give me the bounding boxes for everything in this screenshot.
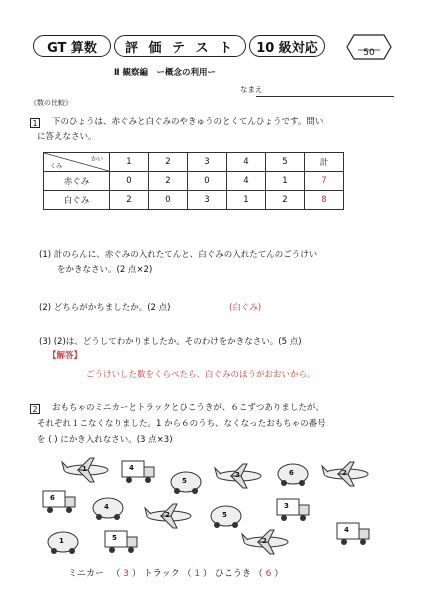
total-cell: 8 [305, 191, 344, 210]
brand-label: GT 算数 [47, 40, 97, 56]
toy-number: 1 [59, 537, 64, 545]
toy-airplane [213, 462, 265, 490]
truck-icon [336, 522, 370, 546]
toy-airplane [60, 456, 112, 484]
column-header: 3 [188, 153, 227, 172]
toy-airplane [143, 502, 195, 530]
table-cell: 0 [149, 191, 188, 210]
toy-minicar [277, 462, 309, 486]
level-label: 10 級対応 [256, 40, 318, 56]
toy-number: 3 [284, 502, 289, 510]
q1-sub3: (3) (2)は、どうしてわかりましたか。そのわけをかきなさい。(5 点) [39, 337, 302, 347]
truck-icon [42, 490, 76, 514]
toy-minicar [47, 530, 79, 554]
car-label: ミニカー [68, 569, 105, 579]
toy-number: 4 [104, 503, 109, 511]
q2-number: 2 [30, 404, 40, 414]
q1-number: 1 [30, 118, 40, 128]
toy-number: 5 [182, 477, 187, 485]
toy-minicar [92, 496, 124, 520]
toy-number: 6 [50, 494, 55, 502]
close-paren: ） [274, 569, 284, 579]
toy-minicar [210, 504, 242, 528]
toy-truck [121, 460, 155, 484]
name-underline [256, 96, 394, 97]
score-table [43, 152, 344, 210]
toy-truck [336, 522, 370, 546]
toy-number: 3 [235, 471, 240, 479]
table-corner-cell [44, 153, 110, 172]
score-box [346, 34, 392, 60]
open-paren: （ [182, 569, 195, 579]
toy-number: 2 [342, 469, 347, 477]
q2-prompt-line3: を ( ) にかき入れなさい。(3 点×3) [37, 435, 173, 445]
level-box [249, 35, 325, 57]
close-paren: ） [202, 569, 212, 579]
page-title: 評 価 テ ス ト [124, 40, 236, 56]
plane-label: ひこうき [214, 569, 251, 579]
truck-label: トラック [143, 569, 180, 579]
q2-prompt-line2: それぞれ１こなくなりました。1 から６のうち、なくなったおもちゃの番号 [37, 419, 326, 429]
table-cell: 0 [188, 172, 227, 191]
toy-truck [104, 530, 138, 554]
column-header: 4 [227, 153, 266, 172]
q1-prompt-line2: に答えなさい。 [37, 132, 97, 142]
truck-icon [121, 460, 155, 484]
truck-icon [104, 530, 138, 554]
column-header: 2 [149, 153, 188, 172]
plane-answer: 6 [265, 569, 272, 579]
q1-sub2-answer: (白ぐみ) [229, 303, 262, 313]
table-cell: 3 [188, 191, 227, 210]
toy-number: 5 [112, 534, 117, 542]
toy-number: 2 [262, 537, 267, 545]
toy-number: 1 [82, 465, 87, 473]
table-cell: 2 [266, 191, 305, 210]
row-label: 白ぐみ [44, 191, 110, 210]
table-cell: 1 [227, 191, 266, 210]
section-label: 《数の比較》 [30, 99, 72, 107]
toy-truck [276, 498, 310, 522]
toy-airplane [240, 528, 292, 556]
toy-number: 4 [129, 464, 134, 472]
toy-number: 6 [289, 469, 294, 477]
toy-number: 5 [222, 511, 227, 519]
row-label: 赤ぐみ [44, 172, 110, 191]
toy-truck [42, 490, 76, 514]
column-header-total: 計 [305, 153, 344, 172]
table-header-row [44, 153, 344, 172]
table-cell: 0 [110, 172, 149, 191]
truck-icon [276, 498, 310, 522]
corner-bottom-label: くみ [50, 163, 63, 170]
answer-text: ごうけいした数をくらべたら、白ぐみのほうがおおいから。 [86, 370, 316, 380]
table-cell: 2 [149, 172, 188, 191]
open-paren: （ [106, 569, 124, 579]
total-cell: 7 [305, 172, 344, 191]
column-header: 5 [266, 153, 305, 172]
answer-label: 【解答】 [48, 351, 83, 361]
q2-answer-line [68, 568, 283, 581]
score-max: 50 [363, 48, 375, 58]
corner-top-label: かい [90, 156, 103, 163]
toy-number: 2 [165, 511, 170, 519]
subtitle: Ⅱ 観察編 ー概念の利用ー [114, 68, 217, 78]
title-box [114, 35, 246, 57]
close-paren: ） [131, 569, 141, 579]
toy-number: 4 [344, 526, 349, 534]
table-cell: 1 [266, 172, 305, 191]
q1-sub1-line1: (1) 計のらんに、赤ぐみの入れたてんと、白ぐみの入れたてんのごうけい [39, 250, 318, 260]
car-answer: 3 [123, 569, 129, 579]
table-row [44, 172, 344, 191]
table-cell: 2 [110, 191, 149, 210]
q1-prompt-line1: 下のひょうは、赤ぐみと白ぐみのやきゅうのとくてんひょうです。問い [52, 117, 324, 127]
brand-box [33, 35, 111, 57]
column-header: 1 [110, 153, 149, 172]
truck-answer: 1 [194, 569, 201, 579]
toy-airplane [320, 460, 372, 488]
q2-prompt-line1: おもちゃのミニカーとトラックとひこうきが、６こずつありましたが、 [52, 403, 324, 413]
name-label: なまえ [240, 85, 263, 94]
open-paren: （ [253, 569, 266, 579]
table-row [44, 191, 344, 210]
q1-sub1-line2: をかきなさい。(2 点×2) [57, 265, 153, 275]
toy-minicar [170, 470, 202, 494]
q1-sub2: (2) どちらがかちましたか。(2 点) [39, 303, 171, 313]
table-cell: 4 [227, 172, 266, 191]
